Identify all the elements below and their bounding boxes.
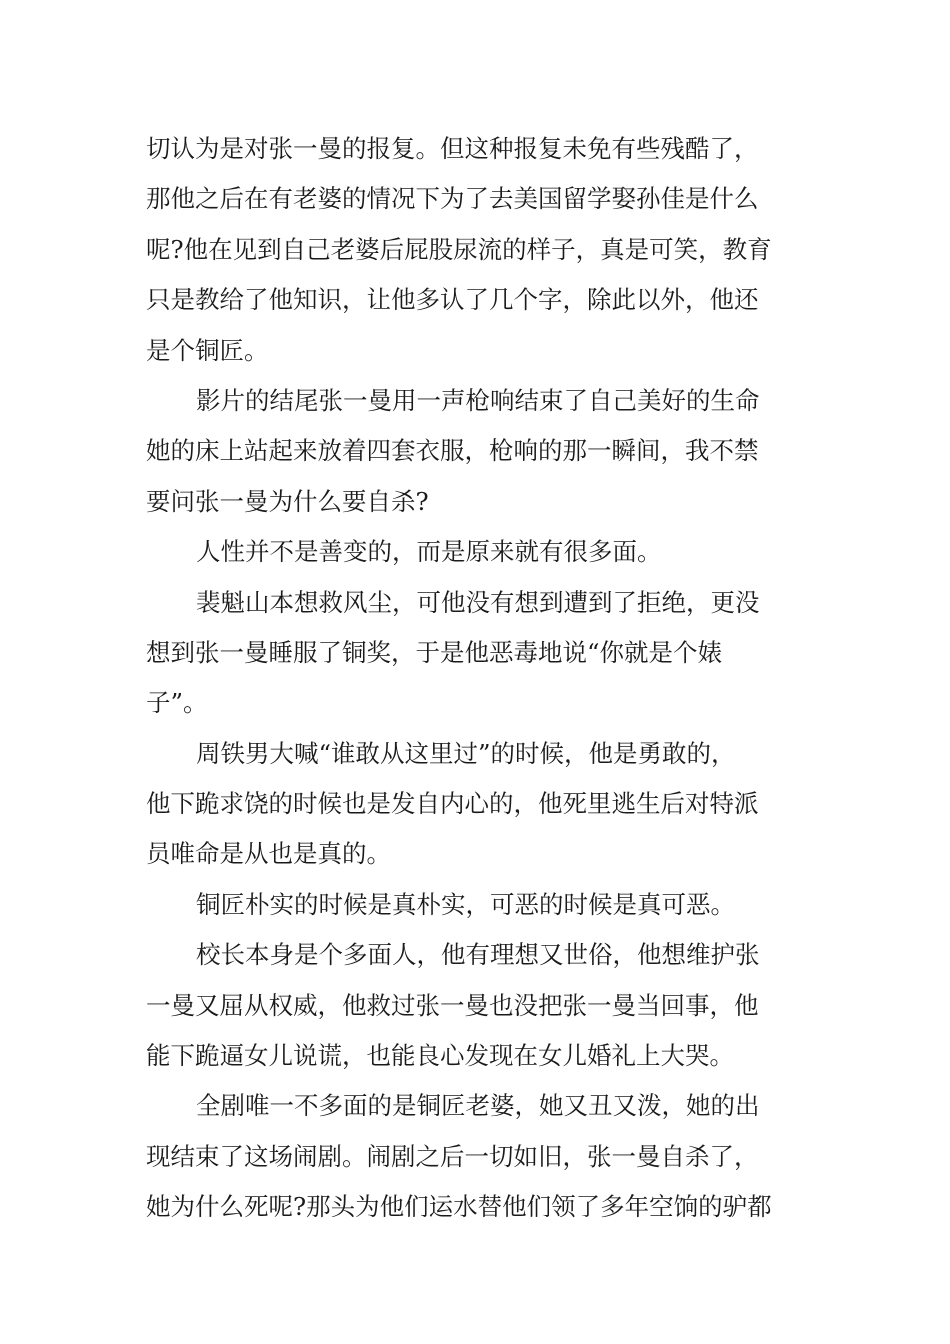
paragraph-4 [146, 578, 806, 729]
paragraph-7 [146, 930, 806, 1081]
paragraph-8 [146, 1081, 806, 1232]
text-line: 想到张一曼睡服了铜奖，于是他恶毒地说“你就是个婊 [146, 637, 723, 667]
text-line: 他下跪求饶的时候也是发自内心的，他死里逃生后对特派 [146, 789, 759, 819]
paragraph-6 [146, 880, 806, 930]
text-line: 要问张一曼为什么要自杀? [146, 486, 429, 516]
text-line: 只是教给了他知识，让他多认了几个字，除此以外，他还 [146, 285, 759, 315]
text-line: 现结束了这场闹剧。闹剧之后一切如旧，张一曼自杀了， [146, 1141, 759, 1171]
text-line: 她的床上站起来放着四套衣服，枪响的那一瞬间，我不禁 [146, 436, 759, 466]
paragraph-5 [146, 729, 806, 880]
text-line: 裴魁山本想救风尘，可他没有想到遭到了拒绝，更没 [196, 587, 760, 617]
text-line: 校长本身是个多面人，他有理想又世俗，他想维护张 [196, 940, 760, 970]
text-line: 一曼又屈从权威，他救过张一曼也没把张一曼当回事，他 [146, 990, 759, 1020]
text-line: 能下跪逼女儿说谎，也能良心发现在女儿婚礼上大哭。 [146, 1041, 734, 1071]
text-line: 员唯命是从也是真的。 [146, 839, 391, 869]
text-line: 全剧唯一不多面的是铜匠老婆，她又丑又泼，她的出 [196, 1091, 760, 1121]
body-text [146, 124, 806, 1233]
text-line: 周铁男大喊“谁敢从这里过”的时候，他是勇敢的， [196, 738, 736, 768]
text-line: 子”。 [146, 688, 208, 718]
paragraph-1 [146, 124, 806, 376]
text-line: 切认为是对张一曼的报复。但这种报复未免有些残酷了， [146, 134, 759, 163]
text-line: 那他之后在有老婆的情况下为了去美国留学娶孙佳是什么 [146, 184, 759, 214]
text-line: 呢?他在见到自己老婆后屁股尿流的样子，真是可笑，教育 [146, 234, 772, 264]
paragraph-3 [146, 527, 806, 577]
paragraph-2 [146, 376, 806, 527]
text-line: 是个铜匠。 [146, 335, 269, 365]
text-line: 她为什么死呢?那头为他们运水替他们领了多年空饷的驴都 [146, 1192, 772, 1222]
text-line: 铜匠朴实的时候是真朴实，可恶的时候是真可恶。 [196, 889, 735, 919]
text-line: 影片的结尾张一曼用一声枪响结束了自己美好的生命 [196, 385, 760, 415]
text-line: 人性并不是善变的，而是原来就有很多面。 [196, 537, 662, 567]
